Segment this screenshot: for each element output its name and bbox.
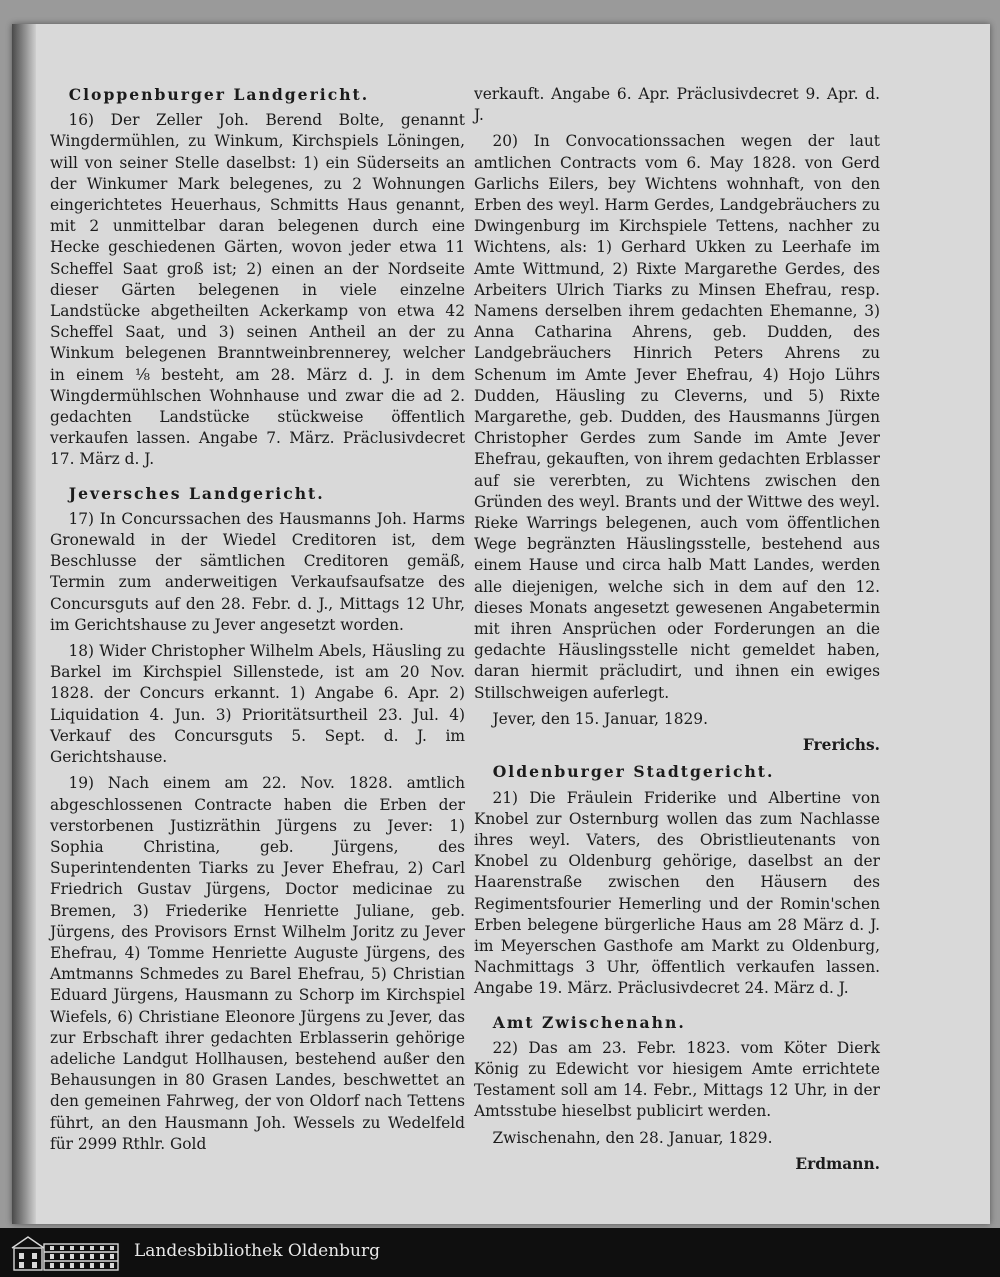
section-heading-cloppenburg: Cloppenburger Landgericht. <box>68 85 370 104</box>
notice-22-signature: Erdmann. <box>795 1154 880 1173</box>
book-gutter <box>12 24 36 1224</box>
section-heading-oldenburg: Oldenburger Stadtgericht. <box>492 762 775 782</box>
notice-22: 22) Das am 23. Febr. 1823. vom Köter Dierk König zu Edewicht vor hiesigem Amte errichtete Testament soll am 14. Febr., Mittags 12 Uhr, in der Amtsstube hieselbst publicirt werden. <box>474 1038 880 1121</box>
notice-20: 20) In Convocationssachen wegen der laut amtlichen Contracts vom 6. May 1828. von Gerd Garlichs Eilers, bey Wichtens wohnhaft, von den Erben des weyl. Harm Gerdes, Landgebräuchers zu Dwingenburg im Kirchspiele Tettens, nachher zu Wichtens, als: 1) Gerhard Ukken zu Leerhafe im Amte Wittmund, 2) Rixte Margarethe Gerdes, des Arbeiters Ulrich Tiarks zu Minsen Ehefrau, resp. Namens derselben ihrem gedachten Ehemanne, 3) Anna Catharina Ahrens, geb. Dudden, des Landgebräuchers Hinrich Peters Ahrens zu Schenum im Amte Jever Ehefrau, 4) Hojo Lührs Dudden, Häusling zu Cleverns, und 5) Rixte Margarethe, geb. Dudden, des Hausmanns Jürgen Christopher Gerdes zum Sande im Amte Jever Ehefrau, gekauften, von ihrem gedachten Erblasser auf sie vererbten, zu Wichtens zwischen den Gründen des weyl. Brants und der Wittwe des weyl. Rieke Warrings belegenen, auch vom öffentlichen Wege begränzten Häuslingsstelle, bestehend aus einem Hause und circa halb Matt Landes, werden alle diejenigen, welche sich in dem auf den 12. dieses Monats angesetzt gewesenen Angabetermin mit ihren Ansprüchen oder Forderungen an die gedachte Häuslingsstelle nicht gemeldet haben, daran hiermit präcludirt, und ihnen ein ewiges Stillschweigen auferlegt. <box>474 132 880 702</box>
notice-19: 19) Nach einem am 22. Nov. 1828. amtlich abgeschlossenen Contracte haben die Erben der verstorbenen Justizräthin Jürgens zu Jever: 1) Sophia Christina, geb. Jürgens, des Superintendenten Tiarks zu Jever Ehefrau, 2) Carl Friedrich Gustav Jürgens, Doctor medicinae zu Bremen, 3) Friederike Henriette Juliane, geb. Jürgens, des Provisors Ernst Wilhelm Joritz zu Jever Ehefrau, 4) Tomme Henriette Auguste Jürgens, des Amtmanns Schmedes zu Barel Ehefrau, 5) Christian Eduard Jürgens, Hausmann zu Schorp im Kirchspiel Wiefels, 6) Christiane Eleonore Jürgens zu Jever, das zur Erbschaft ihrer gedachten Erblasserin gehörige adeliche Landgut Hollhausen, bestehend außer den Behausungen in 80 Grasen Landes, beschwettet an den gemeinen Fahrweg, der von Oldorf nach Tettens führt, an den Hausmann Joh. Wessels zu Wedelfeld für 2999 Rthlr. Gold <box>50 774 465 1153</box>
notice-20-date: Jever, den 15. Januar, 1829. <box>492 709 708 728</box>
library-name-link[interactable]: Landesbibliothek Oldenburg <box>134 1241 381 1261</box>
library-building-icon[interactable] <box>8 1232 124 1273</box>
notice-20-signature: Frerichs. <box>802 736 880 755</box>
notice-21: 21) Die Fräulein Friderike und Albertine von Knobel zur Osternburg wollen das zum Nachlasse ihres weyl. Vaters, des Obristlieutenants von Knobel zu Oldenburg gehörige, daselbst an der Haarenstraße zwischen den Häusern des Regimentsfourier Hemerling und der Romin'schen Erben belegene bürgerliche Haus am 28 März d. J. im Meyerschen Gasthofe am Markt zu Oldenburg, Nachmittags 3 Uhr, öffentlich verkaufen lassen. Angabe 19. März. Präclusivdecret 24. März d. J. <box>474 788 880 998</box>
left-column <box>50 84 465 1160</box>
notice-22-date: Zwischenahn, den 28. Januar, 1829. <box>492 1128 773 1147</box>
notice-19-continued: verkauft. Angabe 6. Apr. Präclusivdecret 9. Apr. d. J. <box>474 85 880 125</box>
right-column <box>474 84 880 1180</box>
notice-18: 18) Wider Christopher Wilhelm Abels, Häusling zu Barkel im Kirchspiel Sillenstede, ist am 20 Nov. 1828. der Concurs erkannt. 1) Angabe 6. Apr. 2) Liquidation 4. Jun. 3) Prioritätsurtheil 23. Jul. 4) Verkauf des Concursguts 5. Sept. d. J. im Gerichtshause. <box>50 642 465 767</box>
notice-17: 17) In Concurssachen des Hausmanns Joh. Harms Gronewald in der Wiedel Creditoren ist, dem Beschlusse der sämtlichen Creditoren gemäß, Termin zum anderweitigen Verkaufsaufsatze des Concursguts auf den 28. Febr. d. J., Mittags 12 Uhr, im Gerichtshause zu Jever angesetzt worden. <box>50 509 465 634</box>
scanned-page <box>12 24 990 1224</box>
section-heading-zwischenahn: Amt Zwischenahn. <box>492 1012 686 1032</box>
notice-16: 16) Der Zeller Joh. Berend Bolte, genannt Wingdermühlen, zu Winkum, Kirchspiels Löningen, will von seiner Stelle daselbst: 1) ein Süderseits an der Winkumer Mark belegenes, zu 2 Wohnungen eingerichtetes Heuerhaus, Schmitts Haus genannt, mit 2 unmittelbar daran belegenen durch eine Hecke geschiedenen Gärten, wovon jeder etwa 11 Scheffel Saat groß ist; 2) einen an der Nordseite dieser Gärten belegenen in viele einzelne Landstücke abgetheilten Ackerkamp von etwa 42 Scheffel Saat, und 3) seinen Antheil an der zu Winkum belegenen Branntweinbrennerey, welcher in einem ⅛ besteht, am 28. März d. J. in dem Wingdermühlschen Wohnhause und zwar die ad 2. gedachten Landstücke stückweise öffentlich verkaufen lassen. Angabe 7. März. Präclusivdecret 17. März d. J. <box>50 111 465 469</box>
section-heading-jever: Jeversches Landgericht. <box>68 483 325 503</box>
footer-bar <box>0 1228 1000 1277</box>
